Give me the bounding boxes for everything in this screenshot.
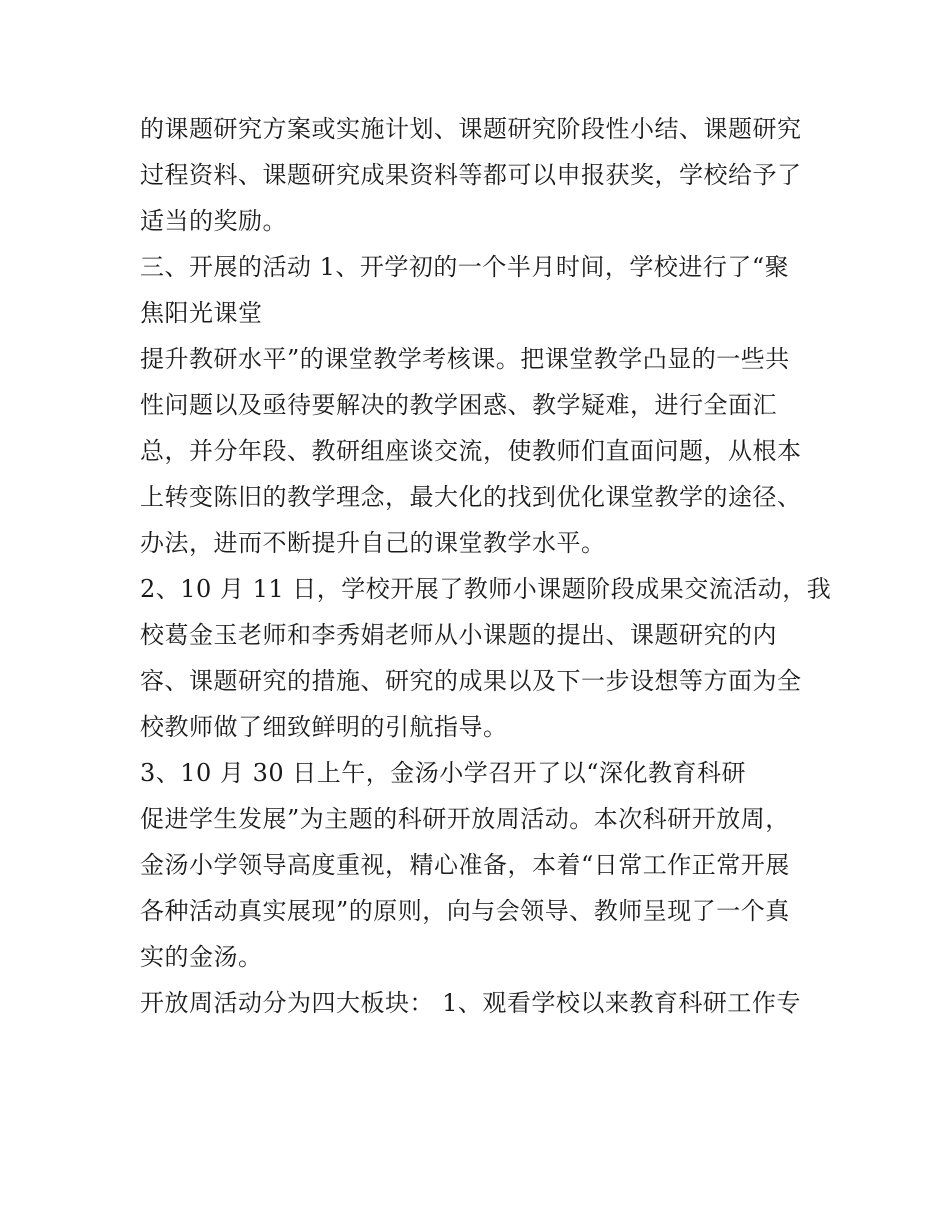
document-body bbox=[140, 106, 830, 1026]
text-line: 实的金汤。 bbox=[140, 943, 263, 971]
text-line: 促进学生发展”为主题的科研开放周活动。本次科研开放周， bbox=[140, 805, 790, 833]
text-line: 的课题研究方案或实施计划、课题研究阶段性小结、课题研究 bbox=[140, 115, 802, 143]
text-line: 过程资料、课题研究成果资料等都可以申报获奖，学校给予了 bbox=[140, 161, 802, 189]
text-line: 三、开展的活动 1、开学初的一个半月时间，学校进行了“聚 bbox=[140, 253, 790, 281]
text-line: 适当的奖励。 bbox=[140, 207, 287, 235]
text-line: 容、课题研究的措施、研究的成果以及下一步设想等方面为全 bbox=[140, 667, 802, 695]
text-line: 2、10 月 11 日，学校开展了教师小课题阶段成果交流活动，我 bbox=[140, 575, 832, 603]
text-line: 焦阳光课堂 bbox=[140, 299, 263, 327]
text-line: 各种活动真实展现”的原则，向与会领导、教师呈现了一个真 bbox=[140, 897, 790, 925]
text-line: 上转变陈旧的教学理念，最大化的找到优化课堂教学的途径、 bbox=[140, 483, 802, 511]
text-line: 金汤小学领导高度重视，精心准备，本着“日常工作正常开展 bbox=[140, 851, 790, 879]
text-line: 总，并分年段、教研组座谈交流，使教师们直面问题，从根本 bbox=[140, 437, 802, 465]
text-line: 3、10 月 30 日上午，金汤小学召开了以“深化教育科研 bbox=[140, 759, 747, 787]
text-line: 校教师做了细致鲜明的引航指导。 bbox=[140, 713, 508, 741]
text-line: 提升教研水平”的课堂教学考核课。把课堂教学凸显的一些共 bbox=[140, 345, 790, 373]
text-line: 校葛金玉老师和李秀娟老师从小课题的提出、课题研究的内 bbox=[140, 621, 777, 649]
text-line: 办法，进而不断提升自己的课堂教学水平。 bbox=[140, 529, 606, 557]
text-line: 性问题以及亟待要解决的教学困惑、教学疑难，进行全面汇 bbox=[140, 391, 777, 419]
text-line: 开放周活动分为四大板块： 1、观看学校以来教育科研工作专 bbox=[140, 989, 801, 1017]
